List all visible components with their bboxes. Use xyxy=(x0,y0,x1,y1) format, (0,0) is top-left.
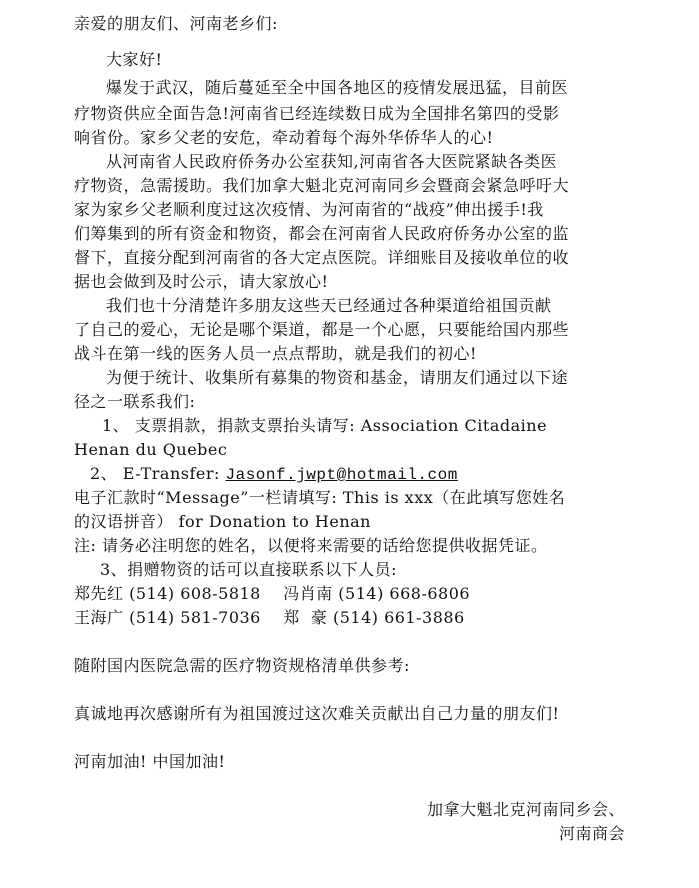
cheer-line: 河南加油! 中国加油! xyxy=(74,752,226,771)
paragraph-1-line-2: 疗物资供应全面告急!河南省已经连续数日成为全国排名第四的受影 xyxy=(74,104,560,123)
cheque-instruction-line-1: 1、 支票捐款，捐款支票抬头请写: Association Citadaine xyxy=(102,416,548,435)
greeting: 大家好! xyxy=(106,50,163,69)
contacts-row-2: 王海广 (514) 581-7036 郑 豪 (514) 661-3886 xyxy=(74,608,465,627)
paragraph-3-line-1: 我们也十分清楚许多朋友这些天已经通过各种渠道给祖国贡献 xyxy=(106,296,552,315)
paragraph-2-line-4: 们筹集到的所有资金和物资，都会在河南省人民政府侨务办公室的监 xyxy=(74,224,570,243)
thanks-line: 真诚地再次感谢所有为祖国渡过这次难关贡献出自己力量的朋友们! xyxy=(74,704,560,723)
paragraph-3-line-2: 了自己的爱心，无论是哪个渠道，都是一个心愿，只要能给国内那些 xyxy=(74,320,570,339)
etransfer-message-line-1: 电子汇款时“Message”一栏请填写: This is xxx（在此填写您姓名 xyxy=(74,488,566,507)
paragraph-2-line-2: 疗物资，急需援助。我们加拿大魁北克河南同乡会暨商会紧急呼吁大 xyxy=(74,176,570,195)
donation-email-link[interactable]: Jasonf.jwpt@hotmail.com xyxy=(225,466,458,484)
etransfer-label: 2、 E-Transfer: xyxy=(90,464,226,483)
paragraph-2-line-1: 从河南省人民政府侨务办公室获知,河南省各大医院紧缺各类医 xyxy=(106,152,558,171)
contact-instruction: 3、捐赠物资的话可以直接联系以下人员: xyxy=(100,560,398,579)
paragraph-3-line-3: 战斗在第一线的医务人员一点点帮助，就是我们的初心! xyxy=(74,344,477,363)
etransfer-line xyxy=(90,462,458,487)
paragraph-2-line-5: 督下，直接分配到河南省的各大定点医院。详细账目及接收单位的收 xyxy=(74,248,570,267)
paragraph-1-line-1: 爆发于武汉，随后蔓延至全中国各地区的疫情发展迅猛，目前医 xyxy=(106,78,569,97)
salutation: 亲爱的朋友们、河南老乡们: xyxy=(74,14,278,33)
paragraph-2-line-3: 家为家乡父老顺利度过这次疫情、为河南省的“战疫”伸出援手!我 xyxy=(74,200,544,219)
paragraph-4-line-1: 为便于统计、收集所有募集的物资和基金，请朋友们通过以下途 xyxy=(106,368,569,387)
contacts-row-1: 郑先红 (514) 608-5818 冯肖南 (514) 668-6806 xyxy=(74,584,471,603)
paragraph-2-line-6: 据也会做到及时公示，请大家放心! xyxy=(74,272,329,291)
paragraph-4-line-2: 径之一联系我们: xyxy=(74,392,196,411)
attachment-note: 随附国内医院急需的医疗物资规格清单供参考: xyxy=(74,656,410,675)
cheque-instruction-line-2: Henan du Quebec xyxy=(74,440,228,459)
etransfer-message-line-2: 的汉语拼音） for Donation to Henan xyxy=(74,512,371,531)
paragraph-1-line-3: 响省份。家乡父老的安危，牵动着每个海外华侨华人的心! xyxy=(74,128,494,147)
receipt-note: 注: 请务必注明您的姓名，以便将来需要的话给您提供收据凭证。 xyxy=(74,536,548,555)
signature-line-1: 加拿大魁北克河南同乡会、 xyxy=(426,800,625,819)
signature-line-2: 河南商会 xyxy=(558,824,625,843)
